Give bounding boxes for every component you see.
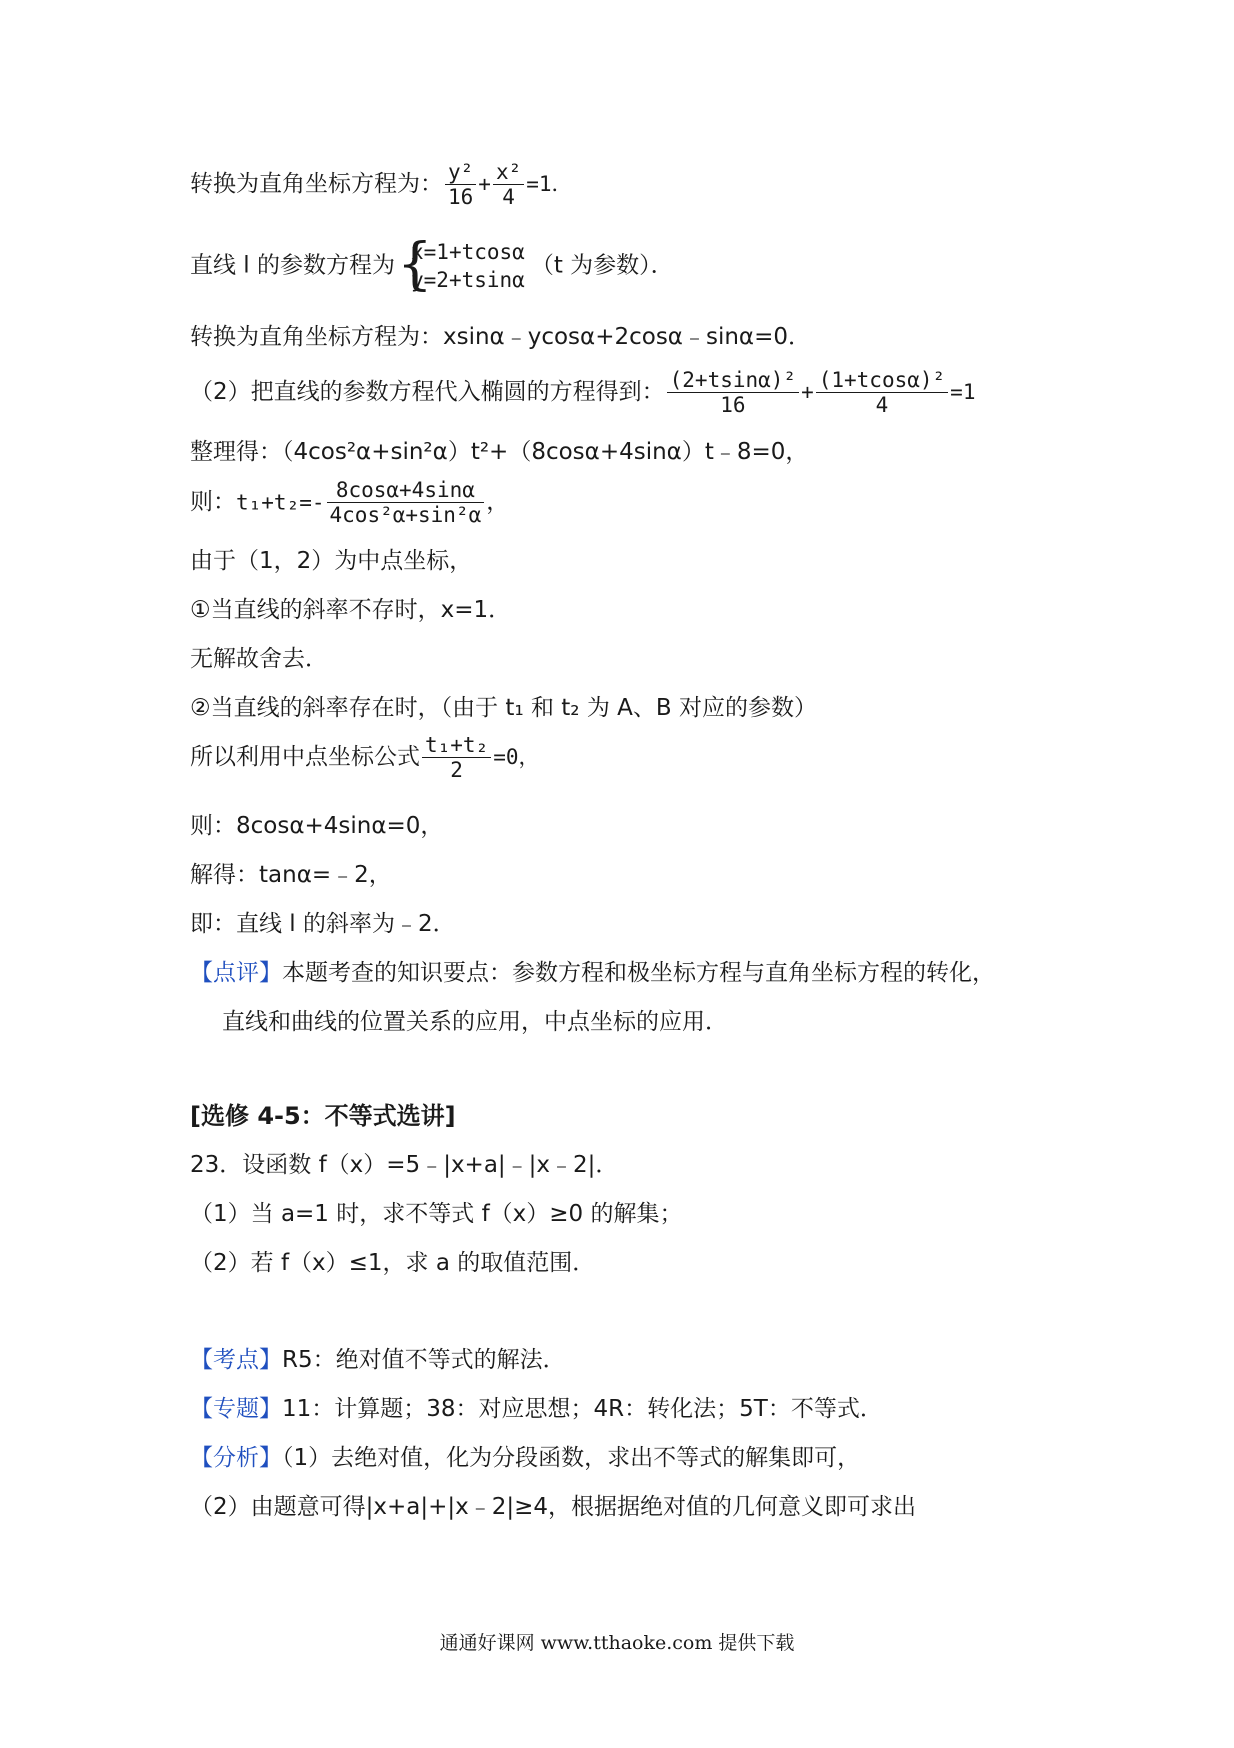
text: R5：绝对值不等式的解法． <box>282 1347 566 1373</box>
question-part-2: （2）若 f（x）≤1，求 a 的取值范围． <box>190 1250 596 1276</box>
equals: =0， <box>493 745 540 769</box>
numerator: (1+tcosα)² <box>816 368 948 393</box>
fraction-x2-4 <box>493 160 524 209</box>
brace-icon: { <box>397 232 433 297</box>
text: 11：计算题；38：对应思想；4R：转化法；5T：不等式． <box>282 1396 883 1422</box>
text: ， <box>486 489 510 515</box>
line-5: 整理得：（4cos²α+sin²α）t²+（8cosα+4sinα）t﹣8=0， <box>190 439 809 465</box>
fraction-midpoint <box>422 733 491 782</box>
denominator: 4 <box>502 185 515 209</box>
equals: =1 <box>950 380 976 404</box>
line-1 <box>190 160 573 209</box>
line-10: ②当直线的斜率存在时，（由于 t₁ 和 t₂ 为 A、B 对应的参数） <box>190 695 817 721</box>
text: 直线 l 的参数方程为 <box>190 252 396 279</box>
line-12: 则：8cosα+4sinα=0， <box>190 813 444 839</box>
line-15 <box>190 958 995 988</box>
text: （t 为参数）． <box>530 252 674 279</box>
denominator: 16 <box>720 393 746 417</box>
line-3: 转换为直角坐标方程为：xsinα﹣ycosα+2cosα﹣sinα=0． <box>190 324 811 350</box>
special-topic-tag: 【专题】 <box>190 1396 282 1422</box>
text: （1）去绝对值，化为分段函数，求出不等式的解集即可， <box>282 1445 861 1471</box>
denominator: 2 <box>450 758 463 782</box>
question-part-1: （1）当 a=1 时，求不等式 f（x）≥0 的解集； <box>190 1201 683 1227</box>
numerator: t₁+t₂ <box>422 733 491 758</box>
text: 则： <box>190 489 236 515</box>
section-heading: [选修 4-5：不等式选讲] <box>190 1102 456 1130</box>
fraction-1tcos-4 <box>816 368 948 417</box>
line-analysis-2: （2）由题意可得|x+a|+|x﹣2|≥4，根据据绝对值的几何意义即可求出 <box>190 1494 917 1520</box>
page-footer: 通通好课网 www.tthaoke.com 提供下载 <box>439 1632 795 1654</box>
line-11 <box>190 733 540 782</box>
numerator: x² <box>493 160 524 185</box>
plus: + <box>801 380 814 404</box>
line-2 <box>190 232 674 297</box>
numerator: (2+tsinα)² <box>667 368 799 393</box>
question-23: 23．设函数 f（x）=5﹣|x+a|﹣|x﹣2|． <box>190 1152 619 1178</box>
line-8: ①当直线的斜率不存时，x=1． <box>190 597 512 623</box>
equation-system <box>397 232 525 297</box>
denominator: 4cos²α+sin²α <box>329 503 482 527</box>
equation-row: y=2+tsinα <box>411 268 525 292</box>
fraction-t1t2 <box>327 478 485 527</box>
numerator: y² <box>445 160 476 185</box>
line-4 <box>190 368 975 417</box>
numerator: 8cosα+4sinα <box>327 478 485 503</box>
comment-tag: 【点评】 <box>190 960 282 986</box>
text: （2）把直线的参数方程代入椭圆的方程得到： <box>190 379 665 405</box>
text: 转换为直角坐标方程为： <box>190 171 443 197</box>
line-14: 即：直线 l 的斜率为﹣2． <box>190 911 456 937</box>
topic-tag: 【考点】 <box>190 1347 282 1373</box>
line-6 <box>190 478 509 527</box>
line-zhuanti <box>190 1394 883 1424</box>
line-13: 解得：tanα=﹣2， <box>190 862 392 888</box>
denominator: 4 <box>875 393 889 417</box>
equals: =1． <box>526 172 573 196</box>
text: 本题考查的知识要点：参数方程和极坐标方程与直角坐标方程的转化， <box>282 960 995 986</box>
line-16: 直线和曲线的位置关系的应用，中点坐标的应用． <box>222 1009 728 1035</box>
equation-row: x=1+tcosα <box>411 240 525 264</box>
lhs: t₁+t₂=- <box>236 490 325 515</box>
line-kaodian <box>190 1345 566 1375</box>
plus: + <box>478 172 491 196</box>
fraction-2tsin-16 <box>667 368 799 417</box>
denominator: 16 <box>448 185 474 209</box>
text: 所以利用中点坐标公式 <box>190 744 420 770</box>
fraction-y2-16 <box>445 160 476 209</box>
line-fenxi <box>190 1443 860 1473</box>
line-7: 由于（1，2）为中点坐标， <box>190 548 473 574</box>
line-9: 无解故舍去． <box>190 646 328 672</box>
analysis-tag: 【分析】 <box>190 1445 282 1471</box>
